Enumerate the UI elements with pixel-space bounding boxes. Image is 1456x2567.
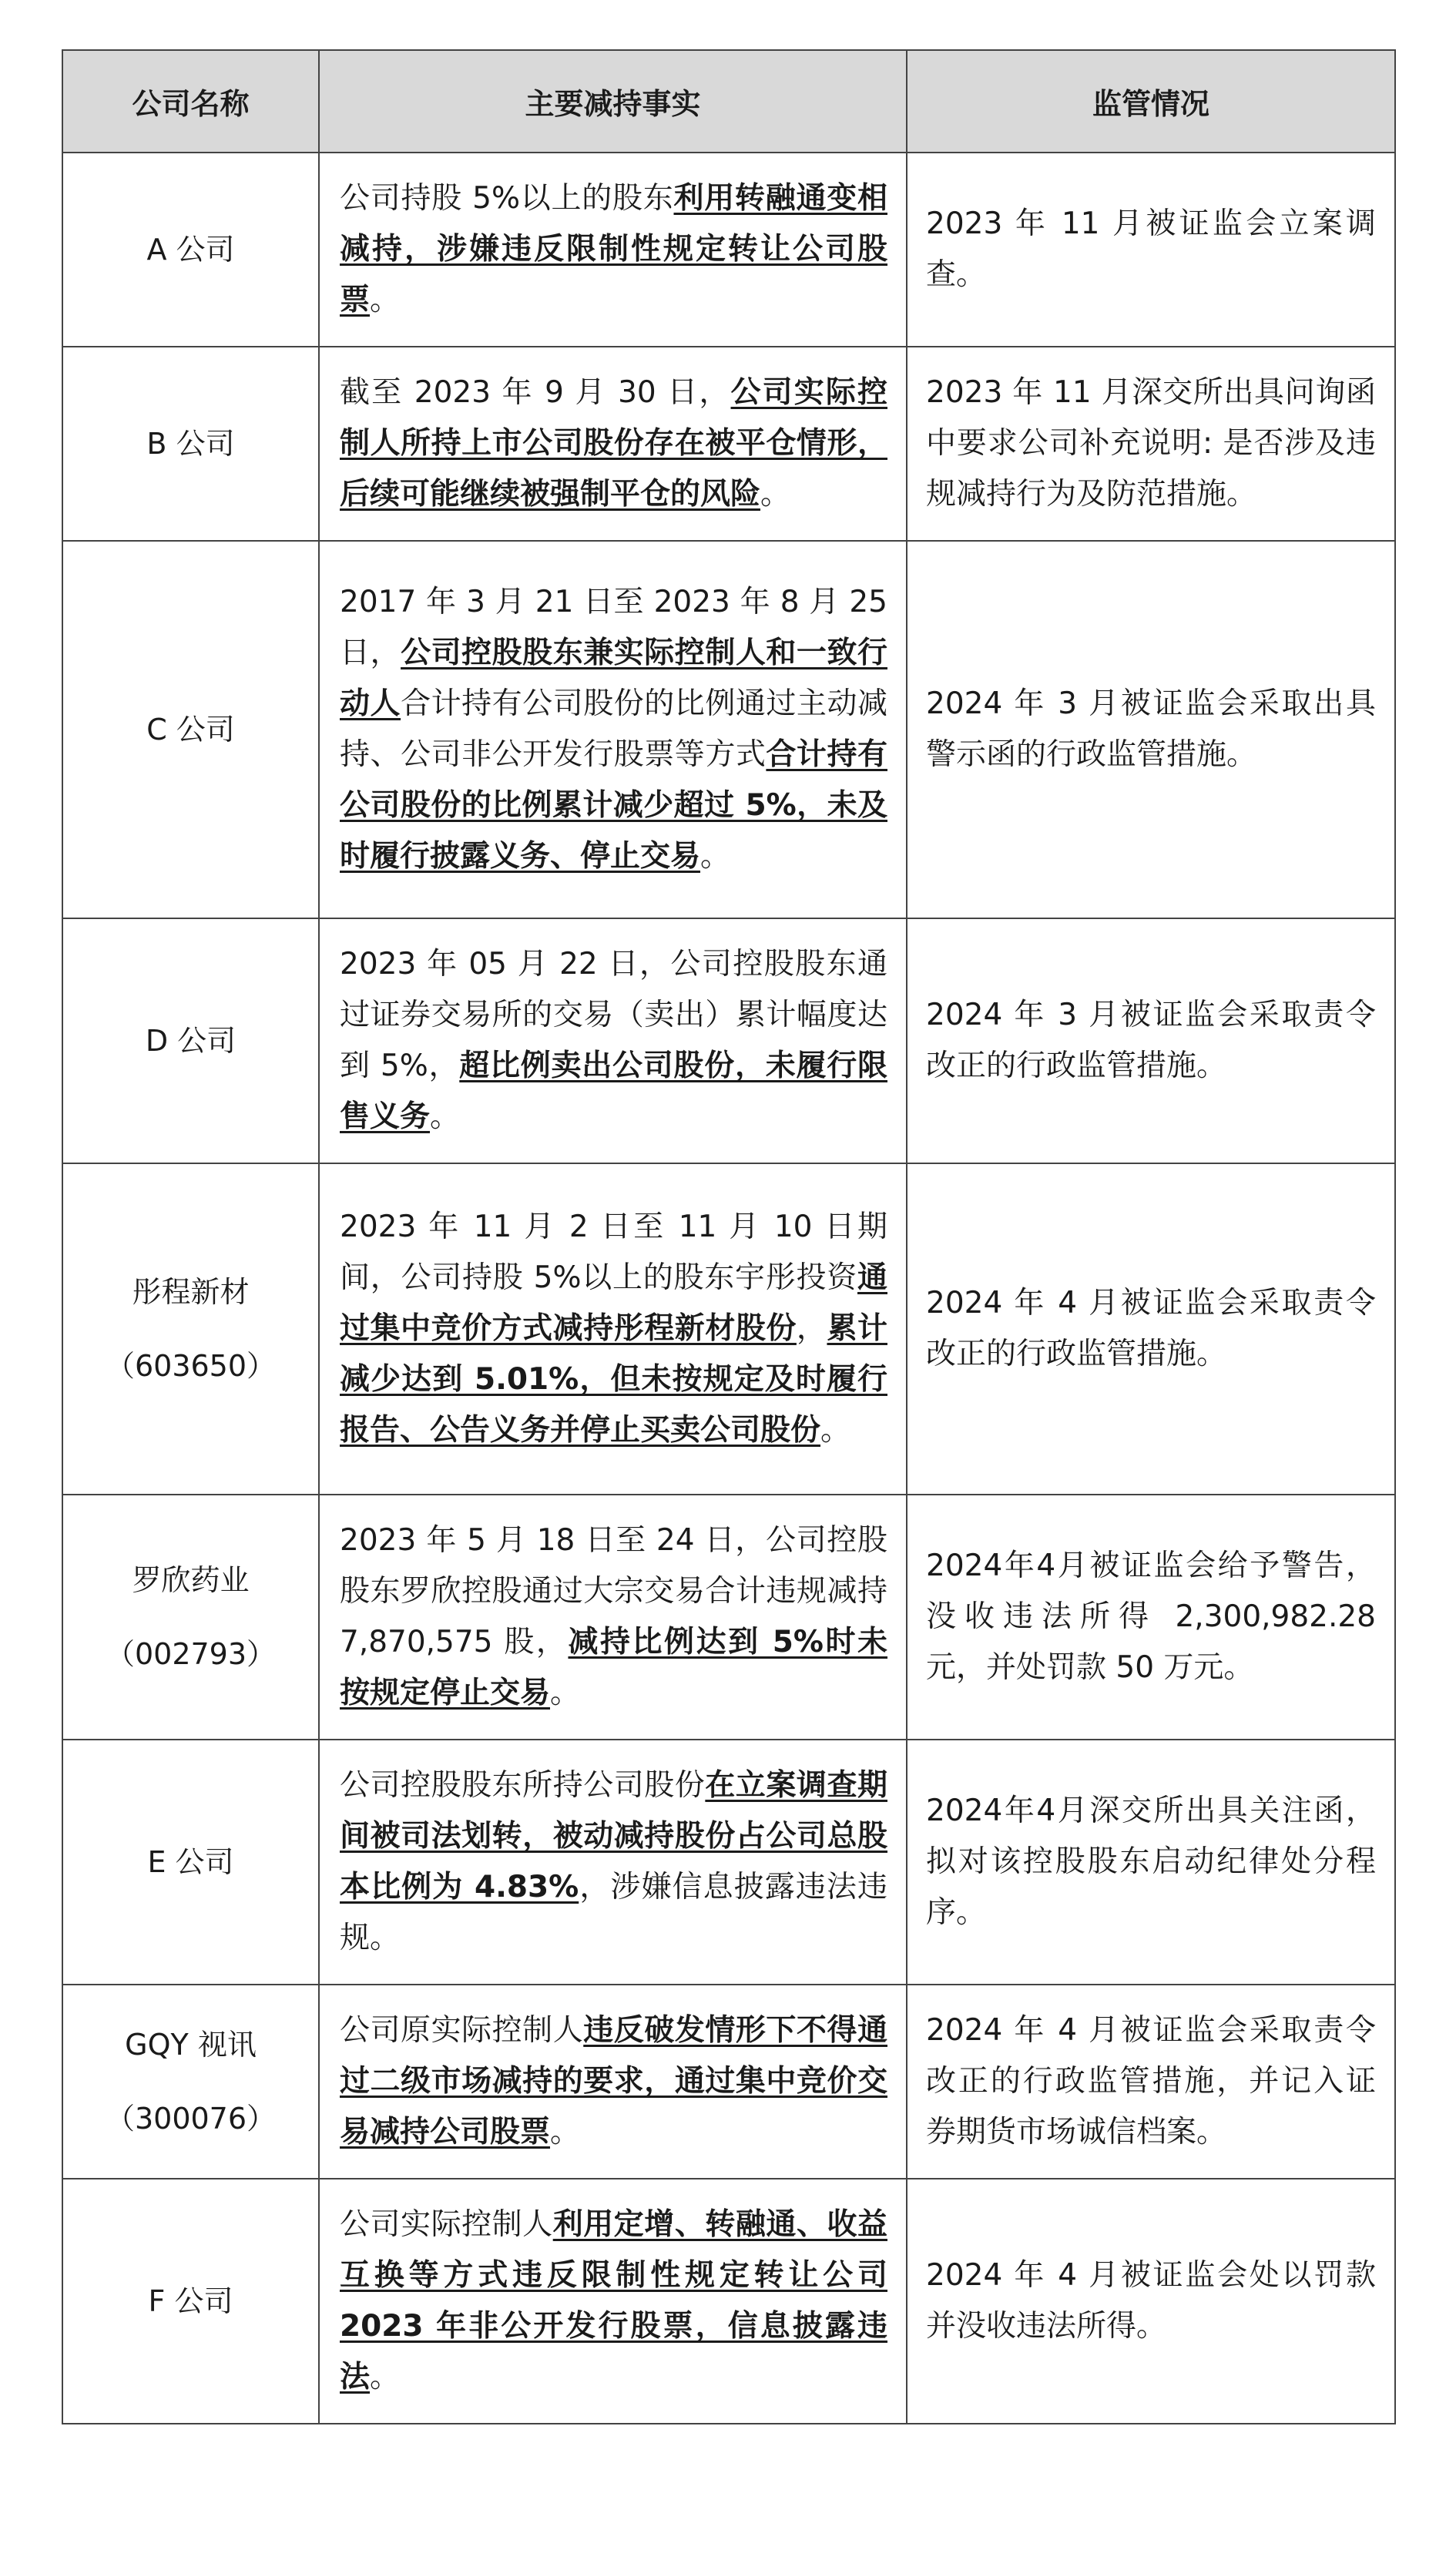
highlighted-fact: 在立案调查期间被司法划转，被动减持股份占公司总股本比例为 4.83% — [340, 1768, 887, 1904]
fact-text: 公司持股 5%以上的股东 — [340, 181, 674, 216]
fact-text: ， — [796, 1311, 827, 1346]
highlighted-fact: 累计减少达到 5.01%，但未按规定及时履行报告、公告义务并停止买卖公司股份 — [340, 1311, 887, 1448]
header-regulation: 监管情况 — [907, 50, 1395, 153]
table-row — [62, 2179, 1395, 2424]
fact-text: 。 — [550, 2115, 581, 2149]
table-row — [62, 541, 1395, 918]
company-name-cell — [62, 153, 319, 347]
highlighted-fact: 利用转融通变相减持，涉嫌违反限制性规定转让公司股票 — [340, 181, 887, 317]
company-name-cell — [62, 541, 319, 918]
reduction-facts-cell — [319, 153, 907, 347]
highlighted-fact: 利用定增、转融通、收益互换等方式违反限制性规定转让公司 2023 年非公开发行股票，信息披露违法 — [340, 2207, 887, 2394]
regulation-cell: 2024 年 4 月被证监会采取责令改正的行政监管措施。 — [907, 1163, 1395, 1495]
highlighted-fact: 违反破发情形下不得通过二级市场减持的要求，通过集中竞价交易减持公司股票 — [340, 2013, 887, 2149]
company-name-cell — [62, 1740, 319, 1985]
fact-text: 2017 年 3 月 21 日至 2023 年 8 月 25 日， — [340, 585, 887, 670]
fact-text: 公司原实际控制人 — [340, 2013, 584, 2048]
fact-text: 。 — [760, 477, 791, 512]
reduction-facts-cell — [319, 918, 907, 1163]
fact-text: 。 — [370, 2360, 401, 2394]
fact-text: 合计持有公司股份的比例通过主动减持、公司非公开发行股票等方式 — [340, 686, 887, 772]
fact-text: 。 — [430, 1099, 461, 1134]
highlighted-fact: 公司控股股东兼实际控制人和一致行动人 — [340, 636, 887, 721]
highlighted-fact: 减持比例达到 5%时未按规定停止交易 — [340, 1625, 887, 1710]
fact-text: 2023 年 11 月 2 日至 11 月 10 日期间，公司持股 5%以上的股东宇彤投资 — [340, 1210, 887, 1295]
regulation-cell: 2024年4月被证监会给予警告，没收违法所得 2,300,982.28 元，并处罚款 50 万元。 — [907, 1495, 1395, 1740]
fact-text: 。 — [700, 839, 731, 874]
company-name: B 公司 — [146, 427, 235, 461]
fact-text: 截至 2023 年 9 月 30 日， — [340, 375, 731, 410]
reduction-cases-table — [62, 49, 1396, 2424]
reduction-facts-cell — [319, 2179, 907, 2424]
company-name-cell — [62, 1985, 319, 2179]
highlighted-fact: 公司实际控制人所持上市公司股份存在被平仓情形，后续可能继续被强制平仓的风险 — [340, 375, 887, 512]
regulation-cell: 2024 年 3 月被证监会采取出具警示函的行政监管措施。 — [907, 541, 1395, 918]
regulation-cell: 2024 年 4 月被证监会处以罚款并没收违法所得。 — [907, 2179, 1395, 2424]
fact-text: 2023 年 5 月 18 日至 24 日，公司控股股东罗欣控股通过大宗交易合计违规减持 7,870,575 股， — [340, 1523, 887, 1659]
regulation-cell: 2023 年 11 月被证监会立案调查。 — [907, 153, 1395, 347]
highlighted-fact: 通过集中竞价方式减持彤程新材股份 — [340, 1260, 887, 1346]
regulation-cell: 2023 年 11 月深交所出具问询函中要求公司补充说明: 是否涉及违规减持行为及防范措施。 — [907, 347, 1395, 541]
regulation-cell: 2024 年 3 月被证监会采取责令改正的行政监管措施。 — [907, 918, 1395, 1163]
table-body — [62, 153, 1395, 2424]
company-name-cell — [62, 347, 319, 541]
fact-text: 公司实际控制人 — [340, 2207, 553, 2242]
fact-text: 2023 年 05 月 22 日，公司控股股东通过证券交易所的交易（卖出）累计幅度达到 5%， — [340, 947, 887, 1083]
table-row — [62, 1163, 1395, 1495]
company-name: E 公司 — [147, 1845, 234, 1879]
table-row — [62, 1740, 1395, 1985]
fact-text: 公司控股股东所持公司股份 — [340, 1768, 706, 1803]
table-row — [62, 1985, 1395, 2179]
reduction-facts-cell — [319, 1163, 907, 1495]
header-row — [62, 50, 1395, 153]
stock-code: （002793） — [105, 1637, 277, 1671]
company-name-cell — [62, 918, 319, 1163]
header-company: 公司名称 — [62, 50, 319, 153]
stock-code: （603650） — [105, 1349, 277, 1383]
fact-text: 。 — [370, 283, 401, 317]
company-name: D 公司 — [145, 1024, 237, 1058]
company-name: A 公司 — [146, 233, 235, 267]
fact-text: ，涉嫌信息披露违法违规。 — [340, 1870, 887, 1955]
reduction-facts-cell — [319, 1985, 907, 2179]
company-name-cell — [62, 1495, 319, 1740]
reduction-facts-cell — [319, 347, 907, 541]
reduction-facts-cell — [319, 1495, 907, 1740]
company-name: C 公司 — [146, 713, 235, 747]
table-row — [62, 918, 1395, 1163]
company-name: 彤程新材 — [132, 1275, 250, 1309]
regulation-cell: 2024 年 4 月被证监会采取责令改正的行政监管措施，并记入证券期货市场诚信档案。 — [907, 1985, 1395, 2179]
company-name: 罗欣药业 — [132, 1563, 250, 1597]
stock-code: （300076） — [105, 2102, 277, 2136]
fact-text: 。 — [820, 1413, 851, 1448]
company-name: GQY 视讯 — [125, 2028, 257, 2062]
fact-text: 。 — [550, 1676, 581, 1710]
header-facts: 主要减持事实 — [319, 50, 907, 153]
table-row — [62, 153, 1395, 347]
reduction-facts-cell — [319, 541, 907, 918]
highlighted-fact: 合计持有公司股份的比例累计减少超过 5%，未及时履行披露义务、停止交易 — [340, 737, 887, 874]
table-row — [62, 347, 1395, 541]
company-name-cell — [62, 2179, 319, 2424]
table-row — [62, 1495, 1395, 1740]
highlighted-fact: 超比例卖出公司股份，未履行限售义务 — [340, 1049, 887, 1134]
company-name: F 公司 — [148, 2284, 233, 2318]
reduction-facts-cell — [319, 1740, 907, 1985]
regulation-cell: 2024年4月深交所出具关注函，拟对该控股股东启动纪律处分程序。 — [907, 1740, 1395, 1985]
company-name-cell — [62, 1163, 319, 1495]
